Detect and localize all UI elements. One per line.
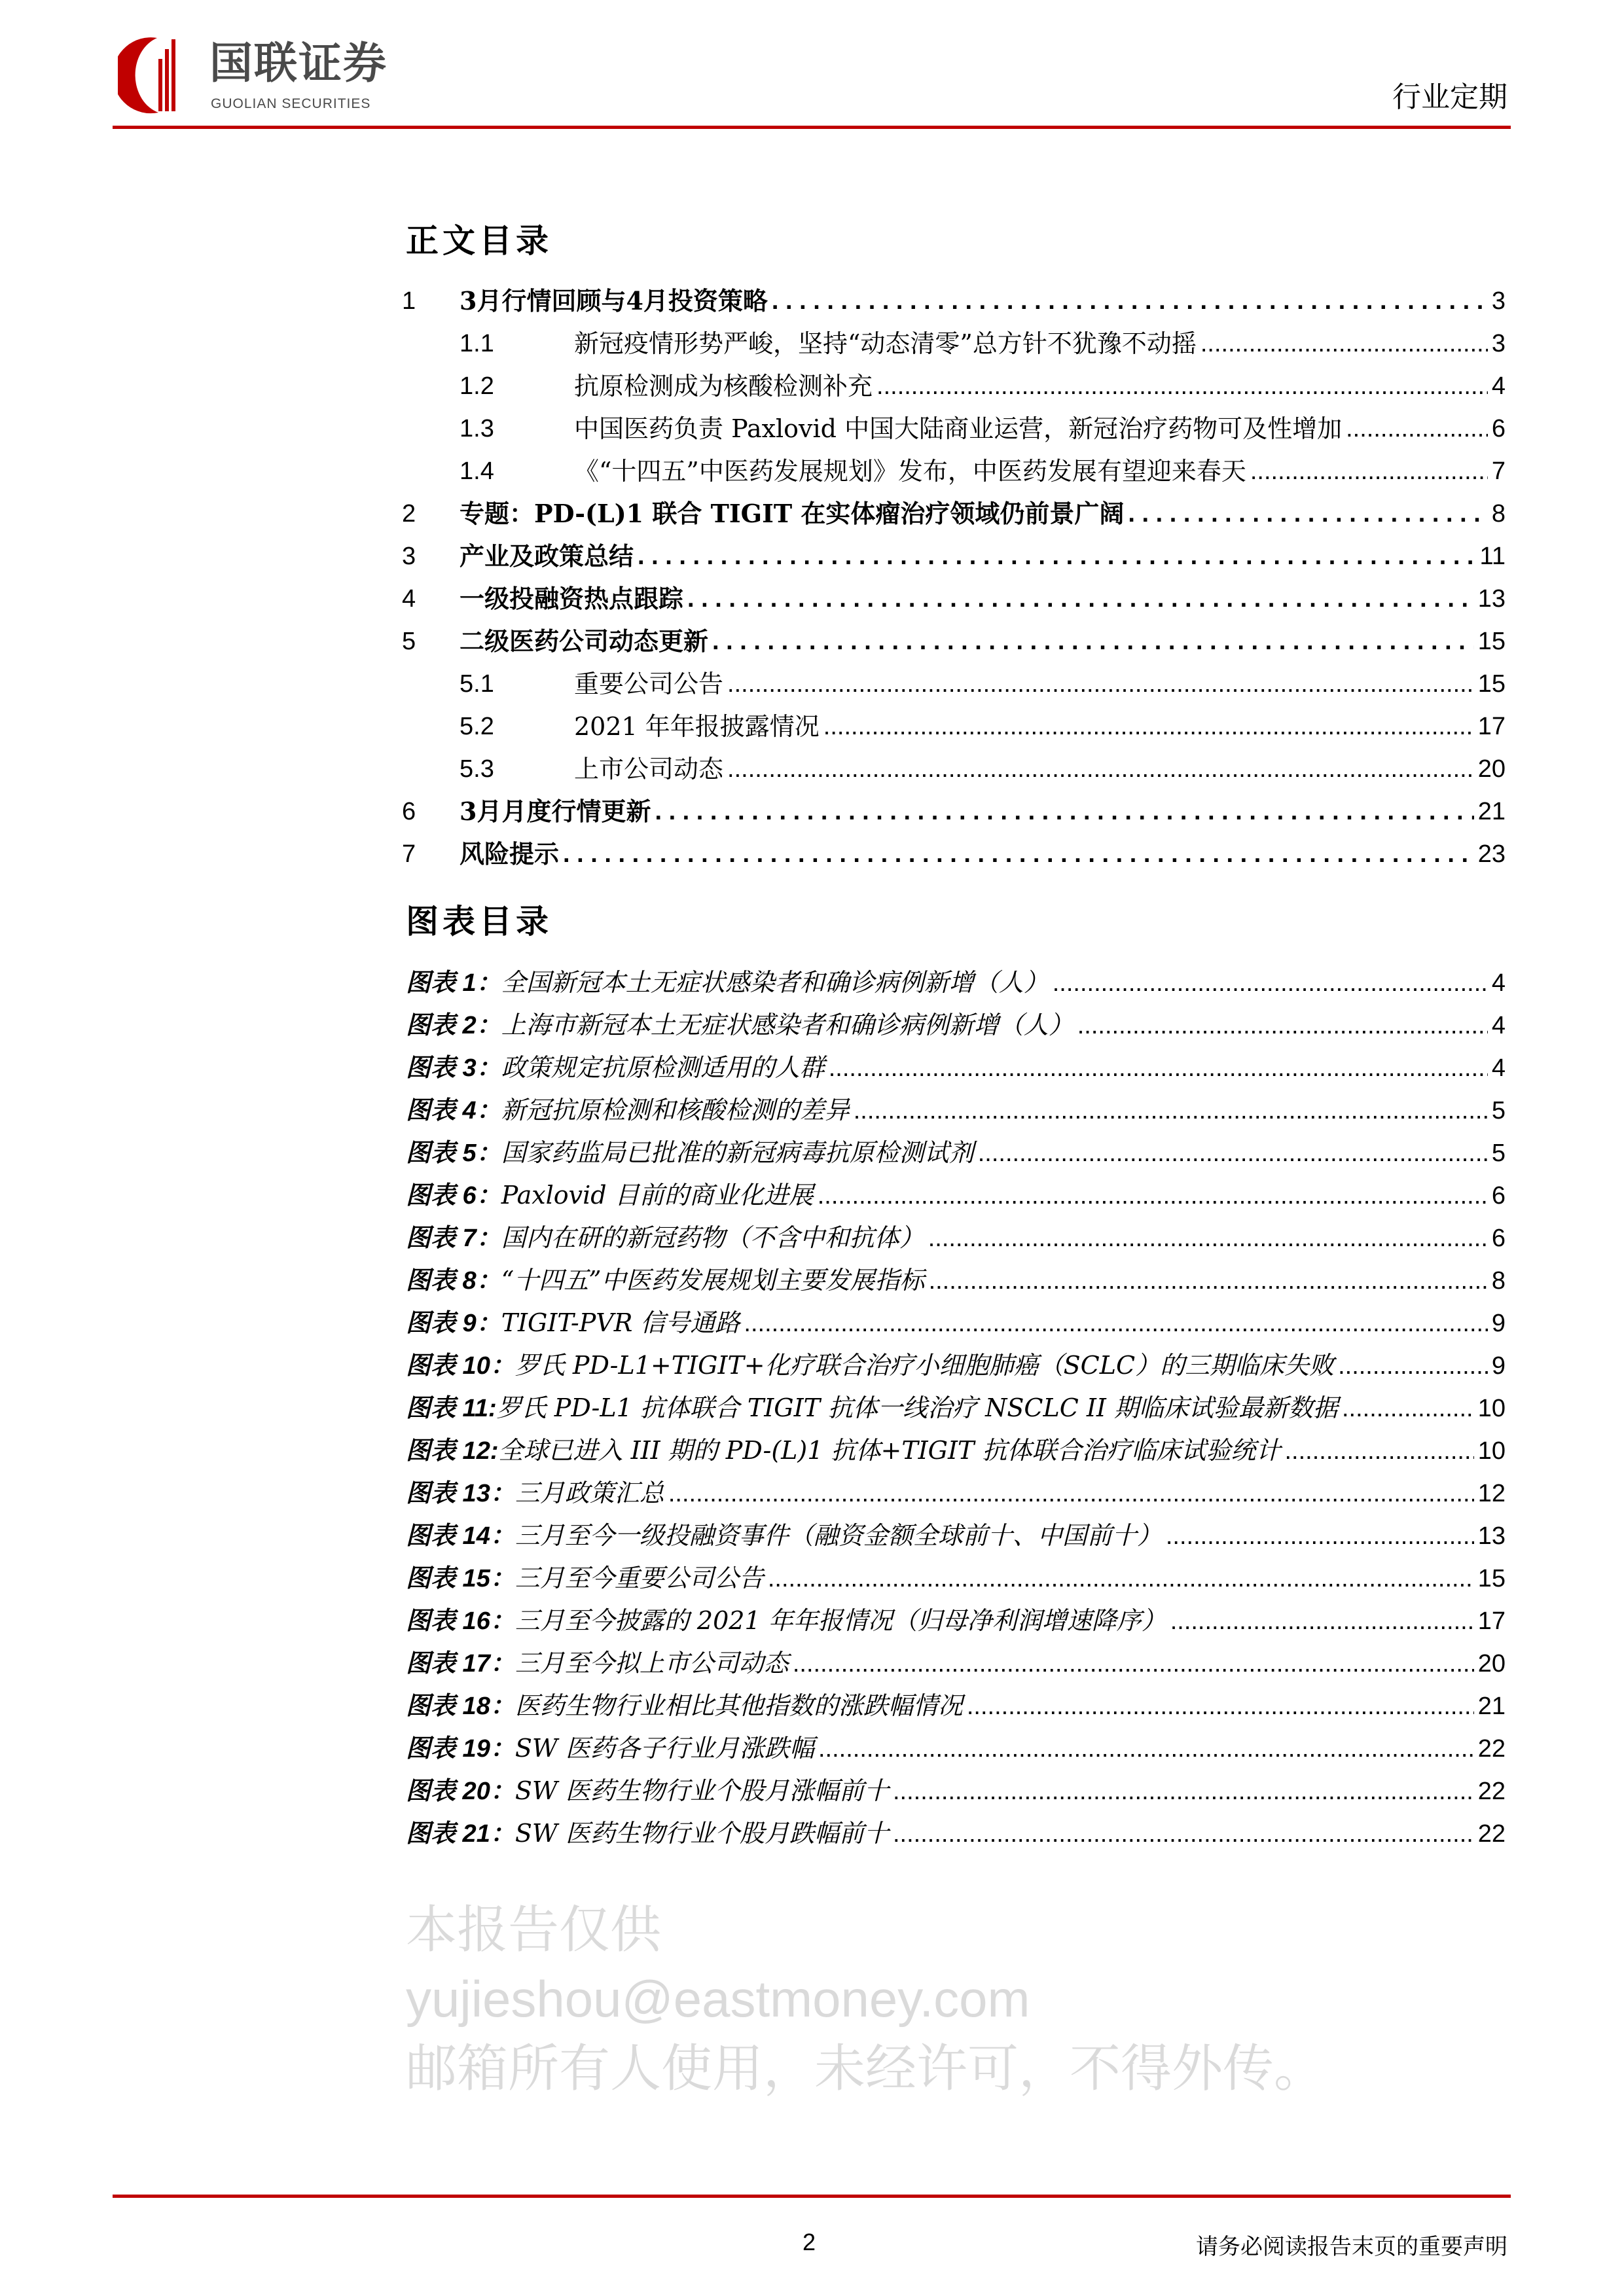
figure-entry-title: 三月至今一级投融资事件（融资金额全球前十、中国前十）: [514, 1521, 1162, 1550]
dot-leader: [818, 1181, 1488, 1211]
figure-entry-title: 罗氏 PD-L1 抗体联合 TIGIT 抗体一线治疗 NSCLC II 期临床试验最新数据: [496, 1393, 1338, 1422]
figure-entry-title: 国家药监局已批准的新冠病毒抗原检测试剂: [501, 1138, 974, 1167]
figure-entry-prefix: 图表 18：: [406, 1693, 515, 1720]
figure-entry-prefix: 图表 4：: [406, 1097, 501, 1124]
toc-entry-label: 2021 年年报披露情况: [574, 712, 820, 741]
footer-rule: [113, 2195, 1511, 2198]
figure-entry-label: [406, 1010, 1074, 1041]
figure-entry-page: 4: [1491, 1012, 1506, 1039]
figures-title: 图表目录: [406, 902, 552, 941]
figure-entry-prefix: 图表 12:: [406, 1437, 499, 1465]
figure-entry-title: 上海市新冠本土无症状感染者和确诊病例新增（人）: [501, 1011, 1074, 1039]
figure-entry-label: [406, 1563, 764, 1594]
figure-entry-title: SW 医药生物行业个股月跌幅前十: [514, 1819, 889, 1848]
footer-disclaimer: 请务必阅读报告末页的重要声明: [1196, 2234, 1507, 2260]
toc-entry-number: 1.1: [460, 330, 494, 357]
toc-entry-label: 专题：PD-(L)1 联合 TIGIT 在实体瘤治疗领域仍前景广阔: [460, 499, 1125, 528]
toc-entry-number: 1.3: [460, 415, 494, 442]
toc-entry-page: 3: [1491, 330, 1506, 357]
figure-entry-label: [406, 1095, 850, 1126]
toc-entry-page: 21: [1477, 798, 1506, 825]
toc-entry-label: 3月月度行情更新: [460, 797, 651, 826]
toc-entry-label: 《“十四五”中医药发展规划》发布，中医药发展有望迎来春天: [574, 457, 1246, 486]
toc-entry-number: 1.4: [460, 457, 494, 485]
dot-leader: [876, 371, 1488, 401]
figure-entry-title: TIGIT-PVR 信号通路: [501, 1308, 740, 1337]
toc-entry-page: 3: [1491, 287, 1506, 315]
toc-entry-page: 15: [1477, 628, 1506, 655]
toc-entry[interactable]: [402, 827, 1506, 869]
figure-entry-title: 国内在研的新冠药物（不含中和抗体）: [501, 1223, 924, 1252]
figure-entry-prefix: 图表 7：: [406, 1225, 501, 1252]
dot-leader: [1128, 499, 1487, 529]
toc-entry[interactable]: [402, 316, 1506, 359]
dot-leader: [929, 1266, 1488, 1296]
figure-entry-page: 10: [1477, 1395, 1506, 1422]
figure-entry-label: [406, 1648, 789, 1679]
figure-entry-prefix: 图表 2：: [406, 1012, 501, 1039]
figure-entry-title: 三月政策汇总: [514, 1479, 664, 1507]
logo-text-en: GUOLIAN SECURITIES: [211, 96, 371, 111]
toc-entry-page: 17: [1477, 713, 1506, 740]
list-of-figures: [406, 956, 1506, 1849]
figure-entry-page: 5: [1491, 1139, 1506, 1167]
dot-leader: [668, 1479, 1474, 1509]
figure-entry-prefix: 图表 8：: [406, 1267, 501, 1295]
figure-entry-title: Paxlovid 目前的商业化进展: [501, 1181, 814, 1210]
figure-entry-prefix: 图表 13：: [406, 1480, 515, 1507]
toc-entry-number: 4: [402, 585, 416, 613]
toc-entry-page: 15: [1477, 670, 1506, 698]
figure-entry-page: 9: [1491, 1310, 1506, 1337]
figure-entry-label: [406, 1818, 889, 1849]
figure-entry-page: 4: [1491, 1054, 1506, 1082]
dot-leader: [793, 1649, 1474, 1679]
figure-entry[interactable]: [406, 1466, 1506, 1509]
figure-entry[interactable]: [406, 1338, 1506, 1381]
figure-entry-prefix: 图表 10：: [406, 1352, 515, 1380]
dot-leader: [687, 584, 1474, 614]
watermark-line-3: 邮箱所有人使用，未经许可，不得外传。: [406, 2039, 1326, 2097]
figure-entry[interactable]: [406, 998, 1506, 1041]
figure-entry[interactable]: [406, 1551, 1506, 1594]
figure-entry[interactable]: [406, 1424, 1506, 1466]
toc-entry-page: 13: [1477, 585, 1506, 613]
toc-entry-label: 风险提示: [460, 839, 560, 869]
dot-leader: [1170, 1606, 1474, 1636]
figure-entry-page: 9: [1491, 1352, 1506, 1380]
dot-leader: [1284, 1436, 1473, 1466]
dot-leader: [854, 1096, 1488, 1126]
figure-entry-prefix: 图表 19：: [406, 1735, 515, 1763]
toc-entry[interactable]: [402, 614, 1506, 656]
toc-entry-label: 重要公司公告: [574, 670, 724, 698]
toc-entry[interactable]: [402, 699, 1506, 742]
dot-leader: [772, 286, 1488, 316]
figure-entry-label: [406, 1478, 664, 1509]
figure-entry-label: [406, 1138, 974, 1168]
toc-entry-number: 1.2: [460, 372, 494, 400]
dot-leader: [1053, 968, 1488, 998]
figure-entry[interactable]: [406, 1041, 1506, 1083]
figure-entry-page: 20: [1477, 1650, 1506, 1677]
figure-entry-label: [406, 1180, 814, 1211]
toc-entry[interactable]: [402, 274, 1506, 316]
figure-entry-page: 22: [1477, 1778, 1506, 1805]
dot-leader: [823, 711, 1474, 742]
dot-leader: [1077, 1011, 1488, 1041]
figure-entry-page: 4: [1491, 969, 1506, 997]
toc-entry-label: 新冠疫情形势严峻，坚持“动态清零”总方针不犹豫不动摇: [574, 329, 1197, 358]
toc-entry[interactable]: [402, 444, 1506, 486]
toc-entry[interactable]: [402, 359, 1506, 401]
figure-entry[interactable]: [406, 1126, 1506, 1168]
toc-entry-page: 6: [1491, 415, 1506, 442]
figure-entry-title: “十四五”中医药发展规划主要发展指标: [501, 1266, 925, 1295]
figure-entry-label: [406, 1308, 740, 1338]
dot-leader: [1166, 1521, 1474, 1551]
figure-entry-title: 政策规定抗原检测适用的人群: [501, 1053, 825, 1082]
toc-entry-page: 8: [1491, 500, 1506, 528]
toc-entry-number: 5.2: [460, 713, 494, 740]
figure-entry-label: [406, 1776, 889, 1806]
figure-entry-label: [406, 1393, 1338, 1424]
dot-leader: [727, 754, 1474, 784]
figure-entry-title: 全球已进入 III 期的 PD-(L)1 抗体+TIGIT 抗体联合治疗临床试验统计: [498, 1436, 1281, 1465]
watermark-line-2: yujieshou@eastmoney.com: [406, 1970, 1030, 2028]
toc-entry-number: 3: [402, 543, 416, 570]
toc-entry-label: 3月行情回顾与4月投资策略: [460, 286, 768, 315]
figure-entry-title: 医药生物行业相比其他指数的涨跌幅情况: [514, 1691, 963, 1720]
figure-entry-prefix: 图表 17：: [406, 1650, 515, 1677]
report-type: 行业定期: [1392, 81, 1507, 114]
figure-entry-label: [406, 1733, 814, 1764]
figure-entry-prefix: 图表 9：: [406, 1310, 501, 1337]
toc-entry-number: 5.1: [460, 670, 494, 698]
toc-entry-number: 1: [402, 287, 416, 315]
toc-entry-page: 23: [1477, 840, 1506, 868]
dot-leader: [978, 1138, 1488, 1168]
figure-entry-page: 5: [1491, 1097, 1506, 1124]
dot-leader: [1200, 329, 1488, 359]
toc-entry-label: 二级医药公司动态更新: [460, 626, 709, 656]
figure-entry[interactable]: [406, 1594, 1506, 1636]
dot-leader: [818, 1734, 1474, 1764]
figure-entry-page: 15: [1477, 1565, 1506, 1592]
figure-entry-prefix: 图表 16：: [406, 1607, 515, 1635]
figure-entry[interactable]: [406, 1211, 1506, 1253]
dot-leader: [893, 1776, 1474, 1806]
toc-entry-page: 4: [1491, 372, 1506, 400]
dot-leader: [727, 669, 1474, 699]
figure-entry[interactable]: [406, 1083, 1506, 1126]
figure-entry[interactable]: [406, 1679, 1506, 1721]
figure-entry-page: 17: [1477, 1607, 1506, 1635]
toc-entry-label: 上市公司动态: [574, 755, 724, 783]
logo-text-cn: 国联证券: [209, 39, 388, 87]
toc-entry-label: 抗原检测成为核酸检测补充: [574, 372, 873, 401]
toc-entry-label: 中国医药负责 Paxlovid 中国大陆商业运营，新冠治疗药物可及性增加: [574, 414, 1343, 443]
watermark-line-1: 本报告仅供: [406, 1901, 662, 1958]
figure-entry-prefix: 图表 20：: [406, 1778, 515, 1805]
toc-entry-page: 7: [1491, 457, 1506, 485]
toc-title: 正文目录: [406, 221, 552, 260]
toc-entry-number: 6: [402, 798, 416, 825]
dot-leader: [1338, 1351, 1488, 1381]
figure-entry-title: 新冠抗原检测和核酸检测的差异: [501, 1096, 850, 1124]
toc-entry-label: 一级投融资热点跟踪: [460, 584, 684, 613]
figure-entry-title: 三月至今重要公司公告: [514, 1564, 764, 1592]
figure-entry-title: 三月至今披露的 2021 年年报情况（归母净利润增速降序）: [514, 1606, 1166, 1635]
dot-leader: [563, 839, 1474, 869]
figure-entry-label: [406, 967, 1049, 998]
figure-entry-label: [406, 1520, 1162, 1551]
toc-entry[interactable]: [402, 571, 1506, 614]
toc-entry[interactable]: [402, 784, 1506, 827]
figure-entry-prefix: 图表 6：: [406, 1182, 501, 1210]
table-of-contents: [402, 274, 1506, 869]
figure-entry-page: 8: [1491, 1267, 1506, 1295]
figure-entry-title: SW 医药生物行业个股月涨幅前十: [514, 1776, 889, 1805]
dot-leader: [744, 1308, 1487, 1338]
toc-entry-page: 20: [1477, 755, 1506, 783]
figure-entry-page: 12: [1477, 1480, 1506, 1507]
dot-leader: [712, 626, 1474, 656]
company-logo: [118, 33, 425, 124]
figure-entry-prefix: 图表 5：: [406, 1139, 501, 1167]
figure-entry[interactable]: [406, 1253, 1506, 1296]
toc-entry[interactable]: [402, 486, 1506, 529]
dot-leader: [1342, 1393, 1474, 1424]
dot-leader: [893, 1819, 1474, 1849]
figure-entry-page: 6: [1491, 1225, 1506, 1252]
figure-entry-page: 6: [1491, 1182, 1506, 1210]
toc-entry[interactable]: [402, 656, 1506, 699]
toc-entry[interactable]: [402, 529, 1506, 571]
dot-leader: [967, 1691, 1474, 1721]
toc-entry[interactable]: [402, 401, 1506, 444]
dot-leader: [655, 797, 1473, 827]
figure-entry-page: 22: [1477, 1735, 1506, 1763]
figure-entry-prefix: 图表 1：: [406, 969, 501, 997]
figure-entry-title: 罗氏 PD-L1+TIGIT+化疗联合治疗小细胞肺癌（SCLC）的三期临床失败: [514, 1351, 1335, 1380]
figure-entry[interactable]: [406, 1764, 1506, 1806]
figure-entry[interactable]: [406, 1168, 1506, 1211]
dot-leader: [928, 1223, 1488, 1253]
figure-entry[interactable]: [406, 1509, 1506, 1551]
figure-entry-page: 10: [1477, 1437, 1506, 1465]
figure-entry[interactable]: [406, 1636, 1506, 1679]
dot-leader: [1346, 414, 1488, 444]
figure-entry-label: [406, 1605, 1166, 1636]
figure-entry-title: 全国新冠本土无症状感染者和确诊病例新增（人）: [501, 968, 1049, 997]
figure-entry-label: [406, 1435, 1280, 1466]
toc-entry-number: 5.3: [460, 755, 494, 783]
figure-entry[interactable]: [406, 1296, 1506, 1338]
figure-entry-prefix: 图表 11:: [406, 1395, 497, 1422]
figure-entry[interactable]: [406, 1806, 1506, 1849]
figure-entry-prefix: 图表 3：: [406, 1054, 501, 1082]
toc-entry-number: 5: [402, 628, 416, 655]
figure-entry[interactable]: [406, 1721, 1506, 1764]
figure-entry-title: SW 医药各子行业月涨跌幅: [514, 1734, 814, 1763]
toc-entry-number: 7: [402, 840, 416, 868]
toc-entry-label: 产业及政策总结: [460, 541, 634, 571]
figure-entry-page: 13: [1477, 1522, 1506, 1550]
dot-leader: [1250, 456, 1488, 486]
figure-entry-label: [406, 1223, 924, 1253]
figure-entry-prefix: 图表 15：: [406, 1565, 515, 1592]
figure-entry-prefix: 图表 14：: [406, 1522, 515, 1550]
figure-entry-page: 21: [1477, 1693, 1506, 1720]
figure-entry-title: 三月至今拟上市公司动态: [514, 1649, 789, 1677]
toc-entry[interactable]: [402, 742, 1506, 784]
figure-entry-prefix: 图表 21：: [406, 1820, 515, 1848]
figure-entry[interactable]: [406, 1381, 1506, 1424]
dot-leader: [829, 1053, 1488, 1083]
page-number: 2: [803, 2229, 816, 2255]
figure-entry-label: [406, 1052, 825, 1083]
figure-entry-label: [406, 1691, 963, 1721]
dot-leader: [768, 1564, 1474, 1594]
figure-entry-label: [406, 1350, 1334, 1381]
toc-entry-number: 2: [402, 500, 416, 528]
logo-emblem-icon: [118, 33, 203, 118]
toc-entry-page: 11: [1479, 543, 1506, 570]
header-rule: [113, 126, 1511, 129]
figure-entry-page: 22: [1477, 1820, 1506, 1848]
dot-leader: [638, 541, 1476, 571]
figure-entry-label: [406, 1265, 925, 1296]
figure-entry[interactable]: [406, 956, 1506, 998]
